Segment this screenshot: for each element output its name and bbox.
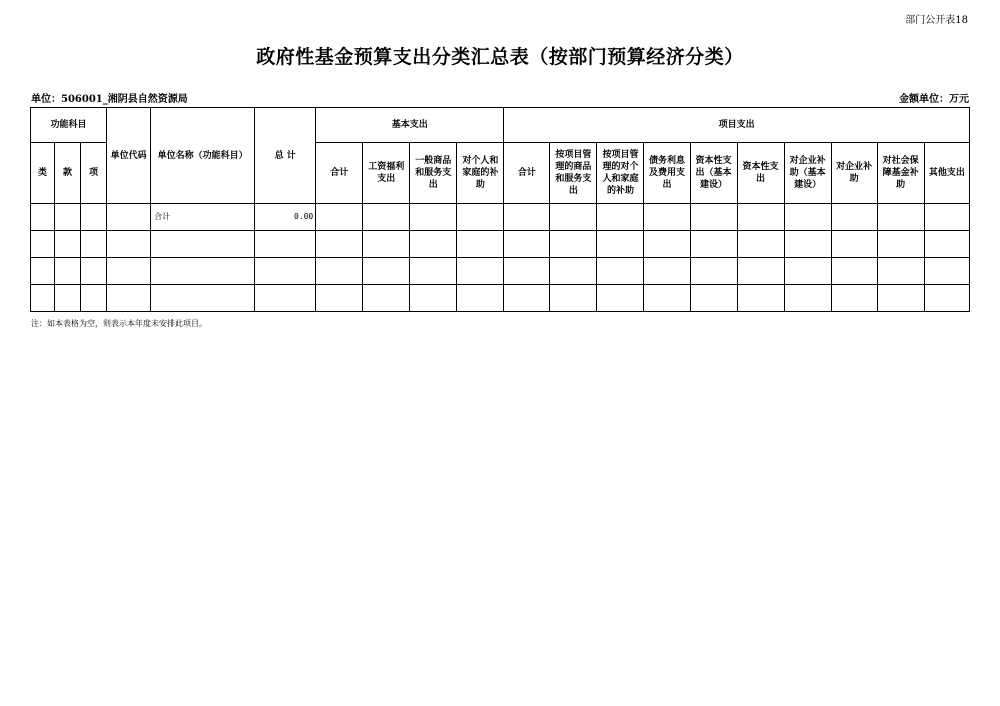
header-unit-name: 单位名称（功能科目） — [151, 108, 255, 204]
header-project-debt-interest: 债务利息及费用支出 — [644, 143, 690, 204]
header-project-other: 其他支出 — [924, 143, 969, 204]
header-project-subtotal: 合计 — [504, 143, 550, 204]
header-project-goods-services: 按项目管理的商品和服务支出 — [550, 143, 597, 204]
unit-label: 单位：506001_湘阴县自然资源局 — [31, 94, 188, 105]
currency-unit-label: 金额单位：万元 — [899, 94, 969, 105]
row-total: 0.00 — [255, 204, 316, 231]
expenditure-table — [30, 107, 970, 312]
table-row — [31, 231, 970, 258]
table-number-label: 部门公开表18 — [905, 15, 968, 26]
table-row — [31, 285, 970, 312]
header-project-capital-infrastructure: 资本性支出（基本建设） — [690, 143, 737, 204]
footnote: 注：如本表格为空，则表示本年度未安排此项目。 — [31, 319, 207, 328]
header-project-social-security-subsidy: 对社会保障基金补助 — [877, 143, 924, 204]
page-title: 政府性基金预算支出分类汇总表（按部门预算经济分类） — [256, 46, 744, 68]
header-project-capital: 资本性支出 — [737, 143, 784, 204]
header-xiang: 项 — [81, 143, 107, 204]
header-basic-salary: 工资福利支出 — [363, 143, 410, 204]
table-row — [31, 204, 970, 231]
header-basic-household-subsidy: 对个人和家庭的补助 — [457, 143, 504, 204]
header-project-enterprise-subsidy-infrastructure: 对企业补助（基本建设） — [784, 143, 831, 204]
header-project-expense: 项目支出 — [504, 108, 970, 143]
header-basic-goods-services: 一般商品和服务支出 — [410, 143, 457, 204]
header-project-enterprise-subsidy: 对企业补助 — [831, 143, 877, 204]
header-project-household-subsidy: 按项目管理的对个人和家庭的补助 — [597, 143, 644, 204]
header-kuan: 款 — [55, 143, 81, 204]
row-name: 合计 — [151, 204, 255, 231]
header-basic-expense: 基本支出 — [316, 108, 504, 143]
table-row — [31, 258, 970, 285]
header-function-subject: 功能科目 — [31, 108, 107, 143]
header-lei: 类 — [31, 143, 55, 204]
header-unit-code: 单位代码 — [107, 108, 151, 204]
header-total: 总 计 — [255, 108, 316, 204]
header-basic-subtotal: 合计 — [316, 143, 363, 204]
